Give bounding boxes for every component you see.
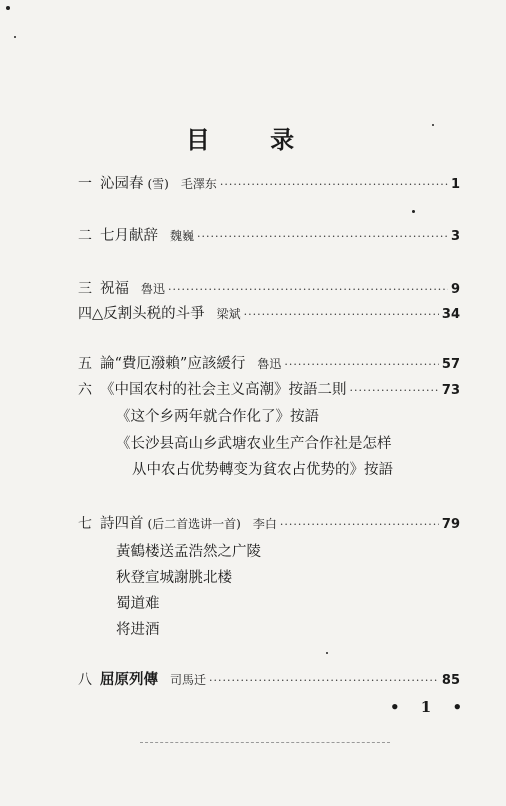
entry-title: 七月献辞 [100, 228, 158, 244]
leader-dots [244, 308, 439, 321]
entry-page: 3 [450, 229, 460, 244]
leader-dots [197, 230, 448, 243]
toc-entry-7[interactable] [78, 512, 460, 534]
scan-speck [6, 6, 10, 10]
toc-entry-3[interactable] [78, 277, 460, 299]
entry-author: 司馬迁 [170, 673, 207, 687]
leader-dots [220, 178, 448, 191]
toc-subentry[interactable]: 将进酒 [116, 622, 160, 638]
entry-number: 八 [78, 672, 92, 688]
toc-subentry[interactable]: 黃鶴楼送孟浩然之广陵 [116, 544, 261, 560]
entry-title: 沁园春 [100, 176, 144, 192]
entry-number: 四 [78, 306, 92, 322]
entry-page: 1 [450, 177, 460, 192]
entry-page: 79 [441, 517, 460, 532]
scan-speck [412, 210, 415, 213]
entry-page: 73 [441, 383, 460, 398]
leader-dots [168, 283, 448, 296]
entry-author: 魯迅 [141, 282, 166, 296]
entry-title: 論“費厄潑賴”应該緩行 [100, 356, 246, 372]
entry-page: 34 [441, 307, 460, 322]
entry-author: 毛澤东 [180, 177, 217, 191]
toc-subentry-continued: 从中农占优势轉变为貧农占优势的》按語 [132, 462, 393, 478]
entry-author: 李白 [252, 517, 277, 531]
toc-entry-1[interactable] [78, 172, 460, 194]
bottom-scan-artifact [140, 742, 390, 743]
entry-title: △反割头税的斗爭 [92, 306, 205, 322]
page-title: 目 录 [185, 126, 321, 154]
entry-page: 85 [441, 673, 460, 688]
entry-number: 三 [78, 281, 92, 297]
leader-dots [280, 518, 439, 531]
leader-dots [209, 674, 439, 687]
entry-page: 9 [450, 282, 460, 297]
entry-number: 七 [78, 516, 92, 532]
entry-number: 二 [78, 228, 92, 244]
entry-number: 五 [78, 356, 92, 372]
entry-number: 六 [78, 382, 92, 398]
toc-entry-6[interactable] [78, 378, 460, 400]
entry-author: 魏巍 [170, 229, 195, 243]
entry-subtitle: (后二首选讲一首) [147, 517, 241, 531]
toc-entry-4[interactable] [78, 302, 460, 324]
toc-subentry[interactable]: 《长沙县高山乡武塘农业生产合作社是怎样 [116, 436, 392, 452]
toc-entry-8[interactable] [78, 668, 460, 690]
toc-subentry[interactable]: 《这个乡两年就合作化了》按語 [116, 409, 319, 425]
entry-title: 屈原列傳 [100, 671, 158, 688]
scan-speck [432, 124, 434, 126]
entry-title: 《中国农村的社会主义高潮》按語二則 [100, 382, 347, 398]
entry-author: 魯迅 [257, 357, 282, 371]
toc-entry-2[interactable] [78, 224, 460, 246]
entry-author: 梁斌 [216, 307, 241, 321]
page-number: • 1 • [390, 698, 471, 716]
leader-dots [284, 358, 439, 371]
entry-title: 詩四首 [100, 516, 144, 532]
entry-page: 57 [441, 357, 460, 372]
toc-subentry[interactable]: 蜀道难 [116, 596, 160, 612]
toc-entry-5[interactable] [78, 352, 460, 374]
entry-number: 一 [78, 176, 92, 192]
toc-subentry[interactable]: 秋登宣城謝朓北楼 [116, 570, 232, 586]
scan-speck [326, 652, 328, 654]
entry-subtitle: (雪) [147, 177, 169, 191]
entry-title: 祝福 [100, 281, 129, 297]
scan-speck [14, 36, 16, 38]
leader-dots [350, 384, 439, 397]
